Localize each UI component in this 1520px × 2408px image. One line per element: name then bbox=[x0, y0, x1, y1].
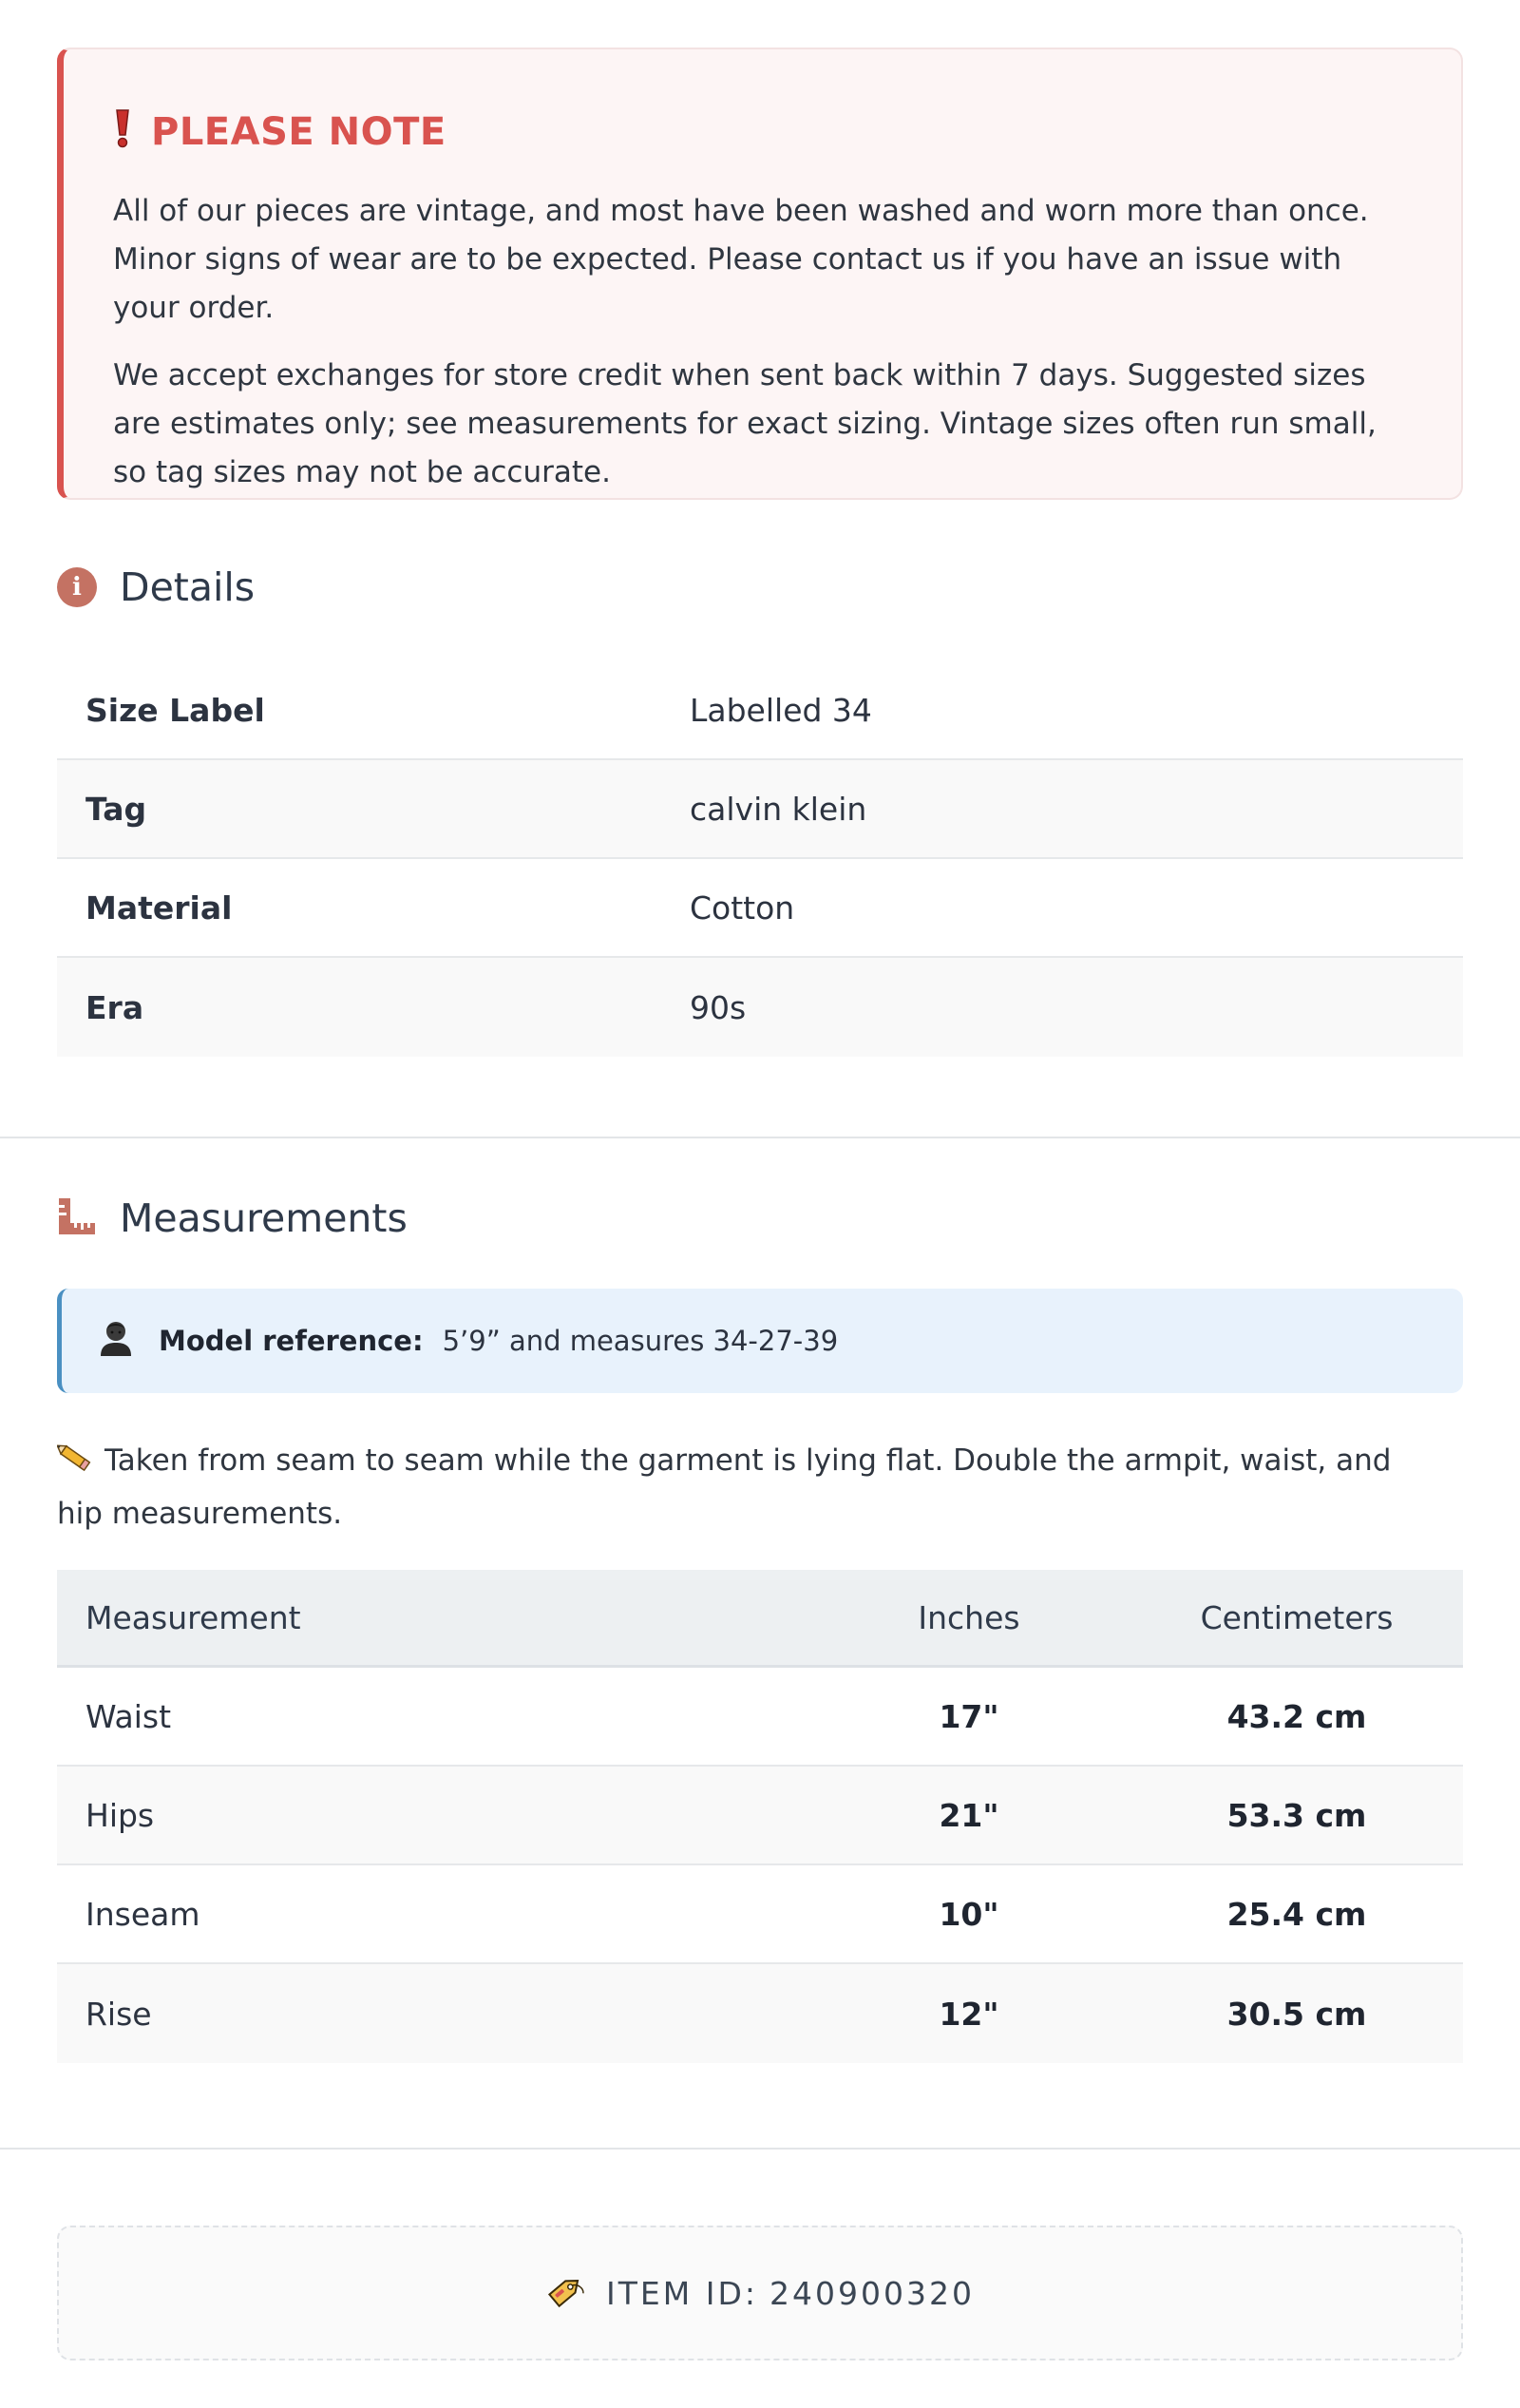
info-icon: i bbox=[57, 567, 97, 607]
table-row bbox=[57, 1865, 1463, 1964]
notice-header bbox=[113, 108, 1414, 155]
details-row-era bbox=[57, 958, 1463, 1057]
column-header-centimeters: Centimeters bbox=[1200, 1598, 1394, 1636]
measurement-cm: 30.5 cm bbox=[1226, 1995, 1367, 2033]
measurements-title: Measurements bbox=[120, 1195, 408, 1241]
detail-value: Cotton bbox=[690, 889, 795, 927]
measurement-cm: 53.3 cm bbox=[1226, 1796, 1367, 1834]
table-row bbox=[57, 1964, 1463, 2063]
measurement-note-text: Taken from seam to seam while the garment is lying flat. Double the armpit, waist, and hip measurements. bbox=[57, 1443, 1392, 1531]
ruler-icon bbox=[57, 1196, 97, 1240]
details-heading bbox=[57, 564, 255, 610]
measurement-name: Hips bbox=[86, 1796, 155, 1834]
notice-paragraph-1: All of our pieces are vintage, and most have been washed and worn more than once. Minor signs of wear are to be expected. Please contact us if you have an issue with your order. bbox=[113, 194, 1369, 325]
detail-label: Tag bbox=[86, 790, 147, 828]
detail-label: Era bbox=[86, 988, 144, 1026]
detail-label: Material bbox=[86, 889, 233, 927]
details-row-size-label bbox=[57, 661, 1463, 760]
model-reference-value: 5’9” and measures 34-27-39 bbox=[442, 1325, 839, 1357]
item-id-value: 240900320 bbox=[770, 2274, 975, 2312]
column-header-measurement: Measurement bbox=[86, 1598, 301, 1636]
item-id-box bbox=[57, 2226, 1463, 2360]
section-divider bbox=[0, 1137, 1520, 1138]
details-row-tag bbox=[57, 760, 1463, 859]
measurements-heading bbox=[57, 1195, 408, 1241]
table-row bbox=[57, 1668, 1463, 1767]
item-id-label: ITEM ID: bbox=[606, 2274, 758, 2312]
measurement-inches: 21" bbox=[939, 1796, 999, 1834]
details-title: Details bbox=[120, 564, 256, 610]
measurements-table bbox=[57, 1570, 1463, 2063]
detail-value: 90s bbox=[690, 988, 747, 1026]
detail-value: Labelled 34 bbox=[690, 691, 872, 729]
please-note-box bbox=[57, 48, 1463, 500]
detail-value: calvin klein bbox=[690, 790, 867, 828]
model-reference-label: Model reference: bbox=[159, 1325, 424, 1357]
measurement-name: Rise bbox=[86, 1995, 152, 2033]
measurement-inches: 17" bbox=[939, 1697, 999, 1735]
column-header-inches: Inches bbox=[918, 1598, 1020, 1636]
pencil-icon bbox=[57, 1442, 95, 1490]
section-divider bbox=[0, 2148, 1520, 2150]
table-row bbox=[57, 1767, 1463, 1865]
details-table bbox=[57, 661, 1463, 1057]
measurement-inches: 10" bbox=[939, 1895, 999, 1933]
notice-title: PLEASE NOTE bbox=[151, 109, 446, 154]
detail-label: Size Label bbox=[86, 691, 265, 729]
exclamation-icon bbox=[115, 108, 130, 155]
person-icon bbox=[98, 1319, 134, 1364]
measurement-name: Inseam bbox=[86, 1895, 200, 1933]
measurement-note bbox=[57, 1437, 1425, 1538]
table-header-row bbox=[57, 1570, 1463, 1668]
notice-paragraph-2: We accept exchanges for store credit when sent back within 7 days. Suggested sizes are estimates only; see measurements for exact sizing. Vintage sizes often run small, so tag sizes may not be accurate. bbox=[113, 358, 1377, 489]
price-tag-icon bbox=[545, 2272, 585, 2314]
details-row-material bbox=[57, 859, 1463, 958]
measurement-name: Waist bbox=[86, 1697, 172, 1735]
model-reference-box bbox=[57, 1289, 1463, 1393]
measurement-inches: 12" bbox=[939, 1995, 999, 2033]
measurement-cm: 25.4 cm bbox=[1226, 1895, 1367, 1933]
measurement-cm: 43.2 cm bbox=[1226, 1697, 1367, 1735]
